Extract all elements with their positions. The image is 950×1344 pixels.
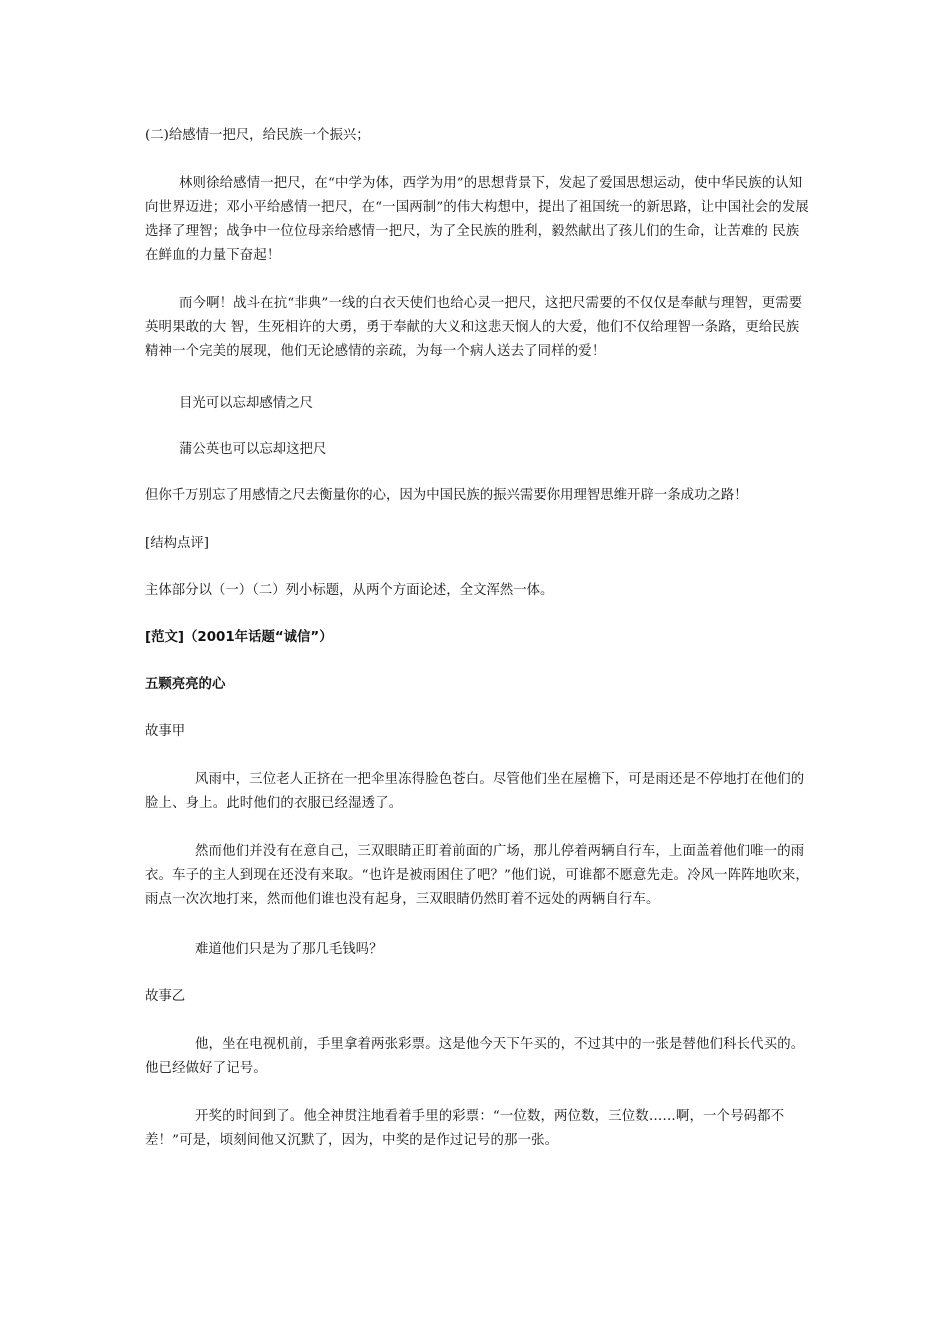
story-a-paragraph-2: 然而他们并没有在意自己，三双眼睛正盯着前面的广场，那儿停着两辆自行车，上面盖着他们唯一的雨衣。车子的主人到现在还没有来取。“也许是被雨困住了吧？”他们说，可谁都不愿意先走。冷风一阵阵地吹来，雨点一次次地打来，然而他们谁也没有起身，三双眼睛仍然盯着不远处的两辆自行车。 [145,844,809,907]
story-b-label: 故事乙 [145,989,186,1004]
line-conclusion: 但你千万别忘了用感情之尺去衡量你的心，因为中国民族的振兴需要你用理智思维开辟一条成功之路！ [145,488,748,503]
story-a-label: 故事甲 [145,724,186,739]
sample-essay-heading: [范文]（2001年话题“诚信”） [145,630,333,645]
story-a-paragraph-3: 难道他们只是为了那几毛钱吗？ [195,942,383,957]
paragraph-linzexu: 林则徐给感情一把尺，在“中学为体，西学为用”的思想背景下，发起了爱国思想运动，使中华民族的认知向世界迈进；邓小平给感情一把尺，在“一国两制”的伟大构想中，提出了祖国统一的新思路，让中国社会的发展选择了理智；战争中一位位母亲给感情一把尺，为了全民族的胜利，毅然献出了孩儿们的生命，让苦难的 民族在鲜血的力量下奋起！ [145,176,809,263]
structure-comment-text: 主体部分以（一）（二）列小标题，从两个方面论述，全文浑然一体。 [145,583,554,598]
essay-title: 五颗亮亮的心 [145,677,226,692]
story-a-paragraph-1: 风雨中，三位老人正挤在一把伞里冻得脸色苍白。尽管他们坐在屋檐下，可是雨还是不停地打在他们的脸上、身上。此时他们的衣服已经湿透了。 [145,772,805,811]
paragraph-feidian: 而今啊！战斗在抗“非典”一线的白衣天使们也给心灵一把尺，这把尺需要的不仅仅是奉献与理智，更需要英明果敢的大 智，生死相许的大勇，勇于奉献的大义和这悲天悯人的大爱，他们不仅给理智一条路，更给民族精神一个完美的展现，他们无论感情的亲疏，为每一个病人送去了同样的爱！ [145,296,803,359]
section-two-heading: (二)给感情一把尺，给民族一个振兴； [145,128,370,143]
line-muguang: 目光可以忘却感情之尺 [179,396,313,411]
line-pugongying: 蒲公英也可以忘却这把尺 [179,442,327,457]
story-b-paragraph-2: 开奖的时间到了。他全神贯注地看着手里的彩票：“一位数，两位数，三位数……啊，一个号码都不差！”可是，顷刻间他又沉默了，因为，中奖的是作过记号的那一张。 [145,1109,785,1148]
story-b-paragraph-1: 他，坐在电视机前，手里拿着两张彩票。这是他今天下午买的，不过其中的一张是替他们科长代买的。他已经做好了记号。 [145,1037,805,1076]
structure-comment-label: [结构点评] [145,536,210,551]
